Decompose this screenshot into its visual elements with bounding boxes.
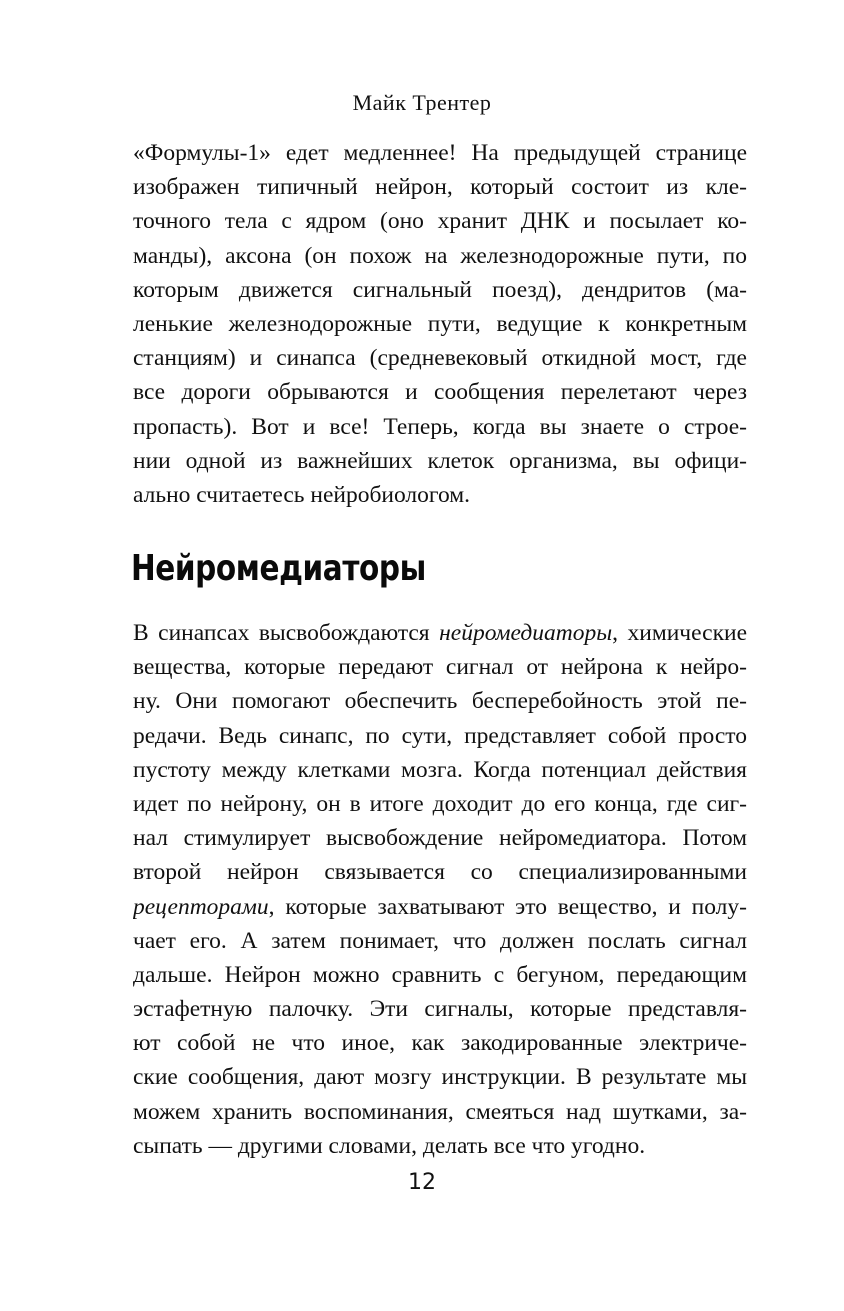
paragraph-line: ну. Они помогают обеспечить бесперебойность этой пе- [133,688,747,715]
paragraph-line: можем хранить воспоминания, смеяться над шутками, за- [133,1098,747,1125]
paragraph-line: пустоту между клетками мозга. Когда потенциал действия [133,756,747,783]
paragraph-1 [133,136,747,512]
paragraph-line: манды), аксона (он похож на железнодорожные пути, по [133,242,747,269]
paragraph-line: все дороги обрываются и сообщения перелетают через [133,379,747,406]
paragraph-line: идет по нейрону, он в итоге доходит до его конца, где сиг- [133,790,747,817]
paragraph-line: станциям) и синапса (средневековый откидной мост, где [133,345,747,372]
paragraph-line: ленькие железнодорожные пути, ведущие к конкретным [133,310,747,337]
paragraph-line: ально считаетесь нейробиологом. [133,481,470,508]
paragraph-line: сыпать — другими словами, делать все что угодно. [133,1132,646,1159]
paragraph-line: нал стимулирует высвобождение нейромедиатора. Потом [133,825,747,852]
page-number: 12 [408,1170,436,1195]
paragraph-line: дальше. Нейрон можно сравнить с бегуном, передающим [133,961,747,988]
text-run: , которые захватывают это вещество, и полу- [268,893,747,920]
emphasis-term: рецепторами [133,893,269,920]
text-run: В синапсах высвобождаются [133,620,440,646]
paragraph-line: редачи. Ведь синапс, по сути, представляет собой просто [133,722,747,749]
paragraph-line: точного тела с ядром (оно хранит ДНК и посылает ко- [133,208,747,235]
section-heading: Нейромедиаторы [131,548,426,589]
paragraph-line: изображен типичный нейрон, который состоит из кле- [133,174,747,201]
emphasis-term: нейромедиаторы [439,620,613,646]
paragraph-line: чает его. А затем понимает, что должен послать сигнал [133,927,747,954]
paragraph-line [133,616,747,650]
paragraph-line: второй нейрон связывается со специализированными [133,859,747,886]
running-head: Майк Трентер [352,90,492,115]
paragraph-line: вещества, которые передают сигнал от нейрона к нейро- [133,654,747,681]
paragraph-line: «Формулы-1» едет медленнее! На предыдущей странице [133,140,747,166]
paragraph-2 [133,616,747,1163]
paragraph-line: пропасть). Вот и все! Теперь, когда вы знаете о строе- [133,413,747,440]
paragraph-line: ские сообщения, дают мозгу инструкции. В результате мы [133,1064,747,1091]
paragraph-line: ют собой не что иное, как закодированные электриче- [133,1030,747,1057]
paragraph-line: нии одной из важнейших клеток организма, вы офици- [133,447,747,474]
paragraph-line: эстафетную палочку. Эти сигналы, которые представля- [133,996,747,1023]
paragraph-line [133,890,747,924]
paragraph-line: которым движется сигнальный поезд), дендритов (ма- [133,276,747,303]
text-run: , химические [612,620,747,646]
